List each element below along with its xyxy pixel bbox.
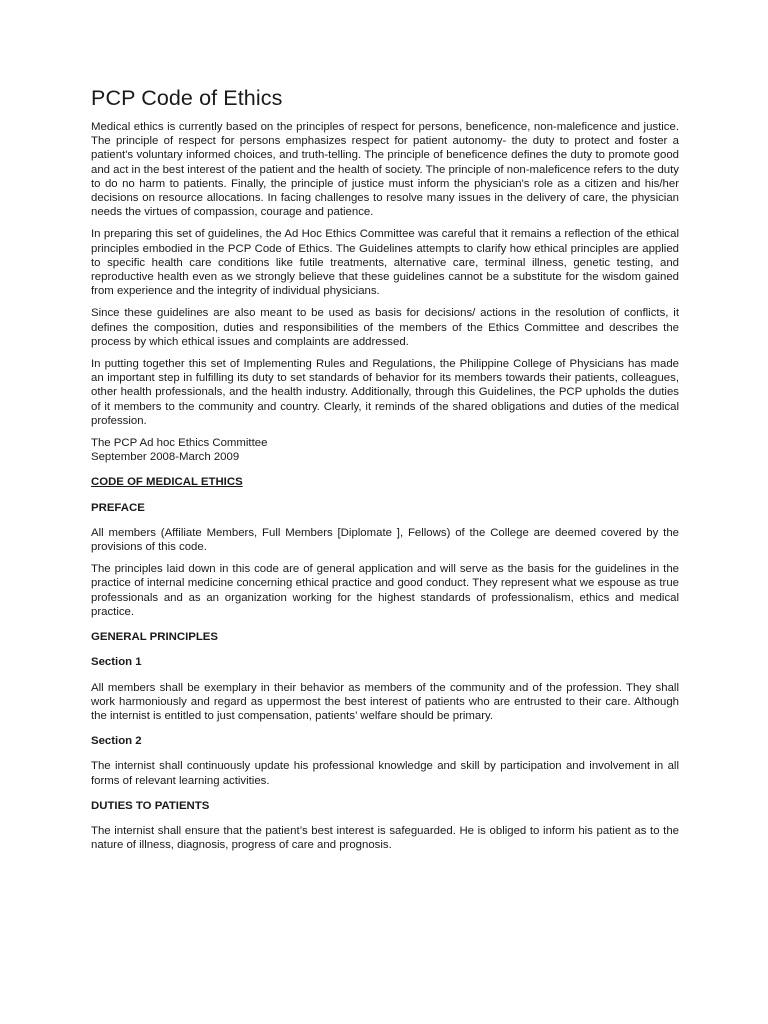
section-1-heading: Section 1 <box>91 656 142 669</box>
code-heading: CODE OF MEDICAL ETHICS <box>91 476 243 489</box>
preface-paragraph-1: All members (Affiliate Members, Full Members [Diplomate ], Fellows) of the College are deemed covered by the provisions of this code. <box>91 526 679 554</box>
signature-dates: September 2008-March 2009 <box>91 451 240 464</box>
duties-to-patients-heading: DUTIES TO PATIENTS <box>91 799 210 812</box>
signature-committee: The PCP Ad hoc Ethics Committee <box>91 437 268 450</box>
general-principles-heading: GENERAL PRINCIPLES <box>91 631 219 644</box>
intro-paragraph-4: In putting together this set of Implementing Rules and Regulations, the Philippine College of Physicians has made an important step in fulfilling its duty to set standards of behavior for its members towards their patients, colleagues, other health professionals, and the health industry. Additionally, through this Guidelines, the PCP upholds the duties of it members to the community and country. Clearly, it reminds of the shared obligations and duties of the medical profession. <box>91 358 679 427</box>
preface-heading: PREFACE <box>91 501 145 514</box>
section-2-text: The internist shall continuously update his professional knowledge and skill by participation and involvement in all forms of relevant learning activities. <box>91 760 679 787</box>
preface-paragraph-2: The principles laid down in this code are of general application and will serve as the basis for the guidelines in the practice of internal medicine concerning ethical practice and good conduct. They represent what we espouse as true professionals and as an organization working for the highest standards of professionalism, ethics and medical practice. <box>91 563 679 618</box>
duties-to-patients-text: The internist shall ensure that the patient’s best interest is safeguarded. He is obliged to inform his patient as to the nature of illness, diagnosis, progress of care and prognosis. <box>91 824 679 852</box>
document-page <box>91 84 679 860</box>
signature-block <box>91 436 679 464</box>
intro-paragraph-2: In preparing this set of guidelines, the Ad Hoc Ethics Committee was careful that it remains a reflection of the ethical principles embodied in the PCP Code of Ethics. The Guidelines attempts to clarify how ethical principles are applied to specific health care conditions like futile treatments, alternative care, terminal illness, genetic testing, and reproductive health even as we strongly believe that these guidelines cannot be a substitute for the wisdom gained from experience and the integrity of individual physicians. <box>91 228 679 298</box>
section-2-heading: Section 2 <box>91 735 142 748</box>
intro-paragraph-3: Since these guidelines are also meant to be used as basis for decisions/ actions in the resolution of conflicts, it defines the composition, duties and responsibilities of the members of the Ethics Committee and describes the process by which ethical issues and complaints are addressed. <box>91 307 679 348</box>
document-title: PCP Code of Ethics <box>91 86 283 110</box>
section-1-text: All members shall be exemplary in their behavior as members of the community and of the profession. They shall work harmoniously and regard as uppermost the best interest of patients who are entrusted to their care. Although the internist is entitled to just compensation, patients’ welfare should be primary. <box>91 681 679 722</box>
intro-paragraph-1: Medical ethics is currently based on the principles of respect for persons, beneficence, non-maleficence and justice. The principle of respect for persons emphasizes respect for patient autonomy- the duty to protect and foster a patient's voluntary informed choices, and truth-telling. The principle of beneficence defines the duty to promote good and act in the best interest of the patient and the health of society. The principle of non-maleficence refers to the duty to do no harm to patients. Finally, the principle of justice must inform the physician's role as a citizen and his/her decisions on resource allocations. In facing challenges to resolve many issues in the delivery of care, the physician needs the virtues of compassion, courage and patience. <box>91 121 679 219</box>
